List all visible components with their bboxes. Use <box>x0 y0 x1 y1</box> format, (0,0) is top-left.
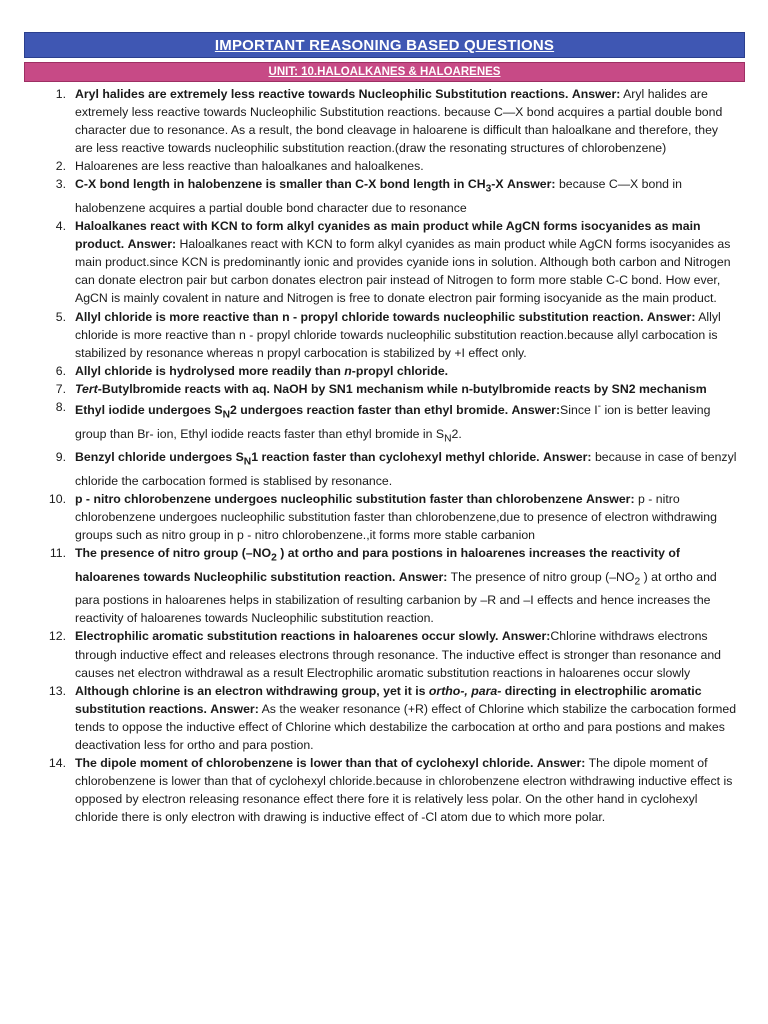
unit-banner <box>24 62 745 82</box>
item-number: 7. <box>55 381 66 396</box>
question-part: Benzyl chloride undergoes S <box>75 450 244 465</box>
answer-part: Since I <box>560 403 598 418</box>
list-item <box>30 490 738 544</box>
item-number: 12. <box>48 629 66 644</box>
answer-label: Answer: <box>507 177 556 192</box>
question-text: Haloalkanes react with KCN to form alkyl cyanides as main product while AgCN forms isocyanides as main product. <box>75 219 701 252</box>
answer-text: because C—X bond in halobenzene acquires a partial double bond character due to resonance <box>75 177 683 216</box>
question-list <box>30 85 738 826</box>
subscript: 3 <box>485 183 492 195</box>
question-part: C-X bond length in halobenzene is smaller than C-X bond length in CH <box>75 177 486 192</box>
question-part: 1 reaction faster than cyclohexyl methyl chloride. <box>251 450 540 465</box>
page-title: IMPORTANT REASONING BASED QUESTIONS <box>214 36 555 54</box>
item-number: 9. <box>55 450 66 465</box>
list-item <box>30 398 738 448</box>
item-number: 8. <box>55 400 66 415</box>
list-item <box>30 682 738 754</box>
answer-part: The presence of nitro group (–NO <box>450 569 635 584</box>
question-text <box>75 177 504 195</box>
question-text <box>75 450 540 468</box>
answer-label: Answer: <box>210 701 259 716</box>
answer-part: ion is better leaving group than Br- ion, Ethyl iodide reacts faster than ethyl bromide in S <box>75 403 711 441</box>
subscript: N <box>243 456 252 468</box>
question-part: -X <box>491 177 504 192</box>
answer-part: ) at ortho and para postions in haloarenes helps in stabilization of resulting carbanion by –R and –I effects and hence increases the reactivity of haloarenes towards Nucleophilic substitution reaction. <box>75 569 717 626</box>
answer-text: Chlorine withdraws electrons through inductive effect and releases electrons through resonance. The inductive effect is stronger than resonance and causes net electron withdrawal as a result Electrophilic aromatic substitution reactions in haloarenes occur slowly <box>75 629 722 680</box>
question-text <box>75 364 448 378</box>
subscript: 2 <box>271 552 277 564</box>
answer-part: 2. <box>451 426 462 441</box>
question-text <box>75 403 509 421</box>
question-text: Aryl halides are extremely less reactive towards Nucleophilic Substitution reactions. <box>75 87 569 101</box>
page-title-bar <box>24 32 745 58</box>
item-number: 14. <box>48 756 66 771</box>
question-part: -propyl chloride. <box>351 363 449 378</box>
list-item <box>30 448 738 490</box>
question-part: directing in electrophilic aromatic substitution reactions. <box>75 683 702 716</box>
list-item <box>30 157 738 175</box>
list-item <box>30 308 738 362</box>
item-number: 3. <box>55 177 66 192</box>
question-part: 2 undergoes reaction faster than ethyl bromide. <box>230 403 509 418</box>
list-item <box>30 754 738 826</box>
italic-term: Tert <box>75 381 98 396</box>
subscript: N <box>222 409 230 421</box>
subscript: N <box>444 433 452 445</box>
question-text: Allyl chloride is more reactive than n - propyl chloride towards nucleophilic substitution reaction. <box>75 309 644 324</box>
question-part: ) at ortho and para postions in haloarenes increases the reactivity of haloarenes towards Nucleophilic substitution reaction. <box>75 546 680 584</box>
list-item <box>30 544 738 627</box>
answer-label: Answer: <box>127 237 177 252</box>
superscript: - <box>597 401 602 413</box>
question-text <box>75 382 707 396</box>
list-item <box>30 175 738 217</box>
italic-term: ortho-, para- <box>428 683 502 698</box>
question-part: The presence of nitro group (–NO <box>75 546 272 561</box>
question-part: Ethyl iodide undergoes S <box>75 403 223 418</box>
item-number: 10. <box>48 491 66 506</box>
question-text: p - nitro chlorobenzene undergoes nucleophilic substitution faster than chlorobenzene <box>75 491 583 506</box>
list-item <box>30 217 738 307</box>
answer-text: Allyl chloride is more reactive than n - propyl chloride towards nucleophilic substitution reaction.because allyl carbocation is stabilized by resonance whereas n propyl carbocation is stabilized by +I effect only. <box>75 309 721 360</box>
list-item <box>30 362 738 380</box>
answer-text: because in case of benzyl chloride the carbocation formed is stablised by resonance. <box>75 450 737 488</box>
answer-label: Answer: <box>646 309 696 324</box>
subscript: 2 <box>634 576 641 588</box>
list-item <box>30 627 738 681</box>
item-number: 5. <box>55 309 66 324</box>
answer-label: Answer: <box>511 403 561 418</box>
unit-title: UNIT: 10.HALOALKANES & HALOARENES <box>268 66 501 78</box>
list-item <box>30 380 738 398</box>
italic-term: n <box>344 363 352 378</box>
list-item <box>30 85 738 157</box>
item-number: 11. <box>49 546 66 561</box>
answer-label: Answer: <box>571 87 621 101</box>
answer-text: p - nitro chlorobenzene undergoes nucleophilic substitution faster than chlorobenzene,due to presence of electron withdrawing groups such as nitro group in p - nitro chlorobenzene.,it forms more stable carbanion <box>75 491 717 543</box>
item-number: 2. <box>55 159 66 174</box>
answer-label: Answer: <box>586 491 635 506</box>
answer-label: Answer: <box>501 629 551 644</box>
answer-label: Answer: <box>398 569 448 584</box>
question-part: Although chlorine is an electron withdrawing group, yet it is <box>75 683 429 698</box>
answer-label: Answer: <box>536 756 586 771</box>
answer-text: The dipole moment of chlorobenzene is lower than that of cyclohexyl chloride.because in chlorobenzene electron withdrawing inductive effect is opposed by electron releasing resonance effect there fore it is relatively less polar. On the other hand in cyclohexyl chloride there is only electron with drawing is inductive effect of -Cl atom due to which more polar. <box>75 756 733 825</box>
item-number: 6. <box>55 363 66 378</box>
question-part: Allyl chloride is hydrolysed more readily than <box>75 363 345 378</box>
answer-text: Haloalkanes react with KCN to form alkyl cyanides as main product while AgCN forms isocyanides as main product.since KCN is predominantly ionic and provides cyanide ions in solution. Although both carbon and Nitrogen can donate electron pair but carbon donates electron pair instead of Nitrogen to form more stable C-C bond. How ever, AgCN is mainly covalent in nature and Nitrogen is free to donate electron pair forming isocyanide as the main product. <box>75 237 731 306</box>
question-part: -Butylbromide reacts with aq. NaOH by SN1 mechanism while n-butylbromide reacts by SN2 mechanism <box>97 381 707 396</box>
answer-text: Aryl halides are extremely less reactive towards Nucleophilic Substitution reactions. because C—X bond acquires a partial double bond character due to resonance. As a result, the bond cleavage in haloarene is difficult than haloalkane and therefore, they are less reactive towards nucleophilic substitution reaction.(draw the resonating structures of chlorobenzene) <box>75 87 723 156</box>
answer-label: Answer: <box>543 450 592 465</box>
item-number: 4. <box>55 219 66 234</box>
question-text: The dipole moment of chlorobenzene is lower than that of cyclohexyl chloride. <box>75 756 534 771</box>
statement-text: Haloarenes are less reactive than haloalkanes and haloalkenes. <box>75 159 424 174</box>
item-number: 1. <box>55 87 66 101</box>
question-text: Electrophilic aromatic substitution reactions in haloarenes occur slowly. <box>75 629 499 644</box>
answer-text: As the weaker resonance (+R) effect of Chlorine which stabilize the carbocation formed tends to oppose the inductive effect of Chlorine which destabilize the carbocation at ortho and para postions and makes deactivation less for ortho and para postion. <box>75 701 737 752</box>
item-number: 13. <box>48 683 66 698</box>
